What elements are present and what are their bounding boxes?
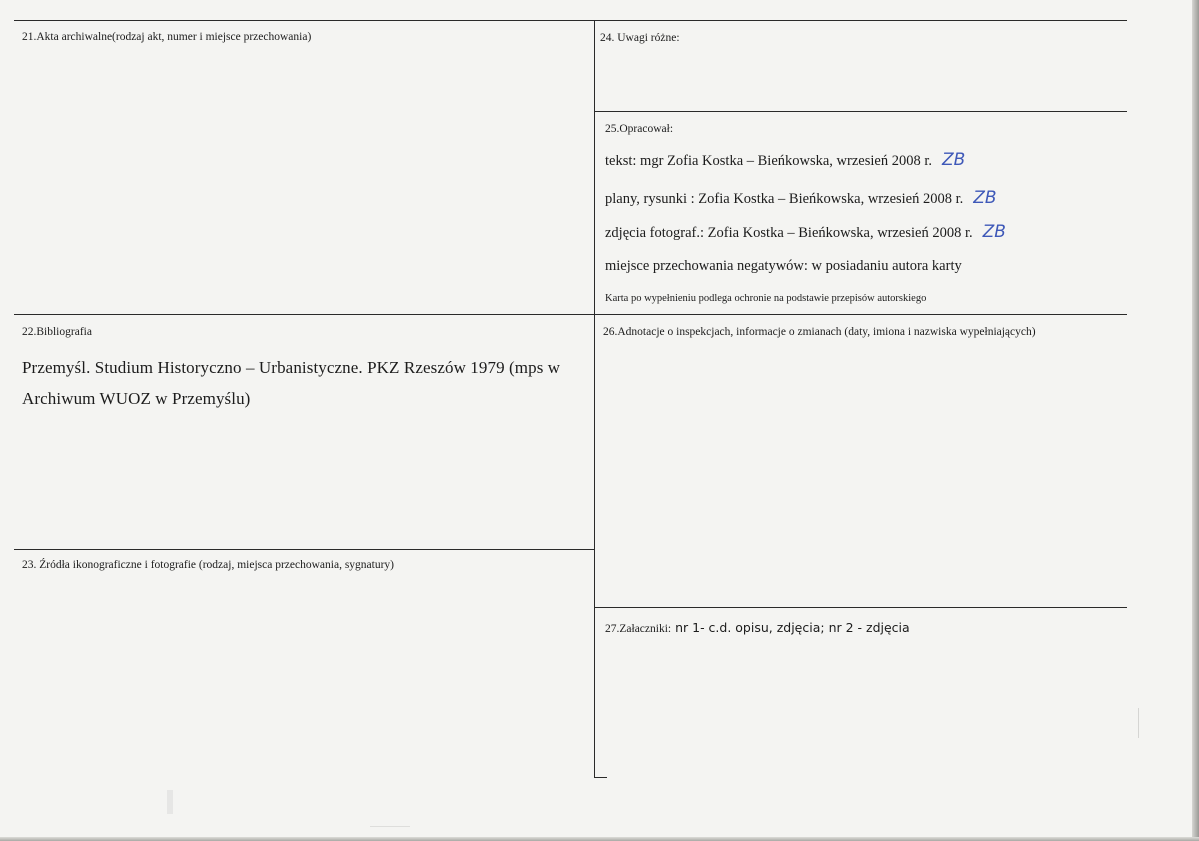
author-plans-line — [605, 188, 997, 208]
bibliography-line-2: Archiwum WUOZ w Przemyślu) — [22, 389, 251, 408]
bibliography-line-1: Przemyśl. Studium Historyczno – Urbanistyczne. PKZ Rzeszów 1979 (mps w — [22, 358, 561, 377]
signature-initials-2: ZB — [973, 188, 997, 208]
section-21-label: 21.Akta archiwalne(rodzaj akt, numer i miejsce przechowania) — [22, 31, 312, 43]
signature-initials-1: ZB — [942, 150, 966, 170]
section-23-label: 23. Źródła ikonograficzne i fotografie (rodzaj, miejsca przechowania, sygnatury) — [22, 559, 394, 571]
negatives-storage-line: miejsce przechowania negatywów: w posiadaniu autora karty — [605, 258, 962, 274]
section-26-label: 26.Adnotacje o inspekcjach, informacje o zmianach (daty, imiona i nazwiska wypełniających) — [603, 326, 1036, 338]
scan-edge — [1192, 0, 1199, 841]
divider-22-23 — [14, 549, 595, 550]
author-text-value: tekst: mgr Zofia Kostka – Bieńkowska, wrzesień 2008 r. — [605, 153, 932, 169]
copyright-note: Karta po wypełnieniu podlega ochronie na podstawie przepisów autorskiego — [605, 293, 927, 304]
section-27-label: 27.Załaczniki: — [605, 623, 672, 635]
scan-speck — [370, 826, 410, 827]
bottom-stub — [594, 777, 607, 778]
section-27-line — [605, 620, 910, 637]
scan-speck — [167, 790, 173, 814]
signature-initials-3: ZB — [982, 222, 1006, 242]
section-27-value: nr 1- c.d. opisu, zdjęcia; nr 2 - zdjęcia — [671, 620, 910, 635]
top-rule — [14, 20, 1127, 21]
divider-24-25 — [595, 111, 1127, 112]
divider-26-27 — [595, 607, 1127, 608]
center-divider — [594, 20, 595, 778]
scan-bottom-edge — [0, 837, 1199, 841]
scan-speck — [1138, 708, 1139, 738]
section-25-label: 25.Opracował: — [605, 123, 674, 135]
author-photos-line — [605, 222, 1006, 242]
section-24-label: 24. Uwagi różne: — [600, 32, 680, 44]
divider-21-22 — [14, 314, 1127, 315]
author-plans-value: plany, rysunki : Zofia Kostka – Bieńkowska, wrzesień 2008 r. — [605, 191, 964, 207]
author-photos-value: zdjęcia fotograf.: Zofia Kostka – Bieńkowska, wrzesień 2008 r. — [605, 225, 973, 241]
author-text-line — [605, 150, 965, 170]
section-22-label: 22.Bibliografia — [22, 326, 92, 338]
